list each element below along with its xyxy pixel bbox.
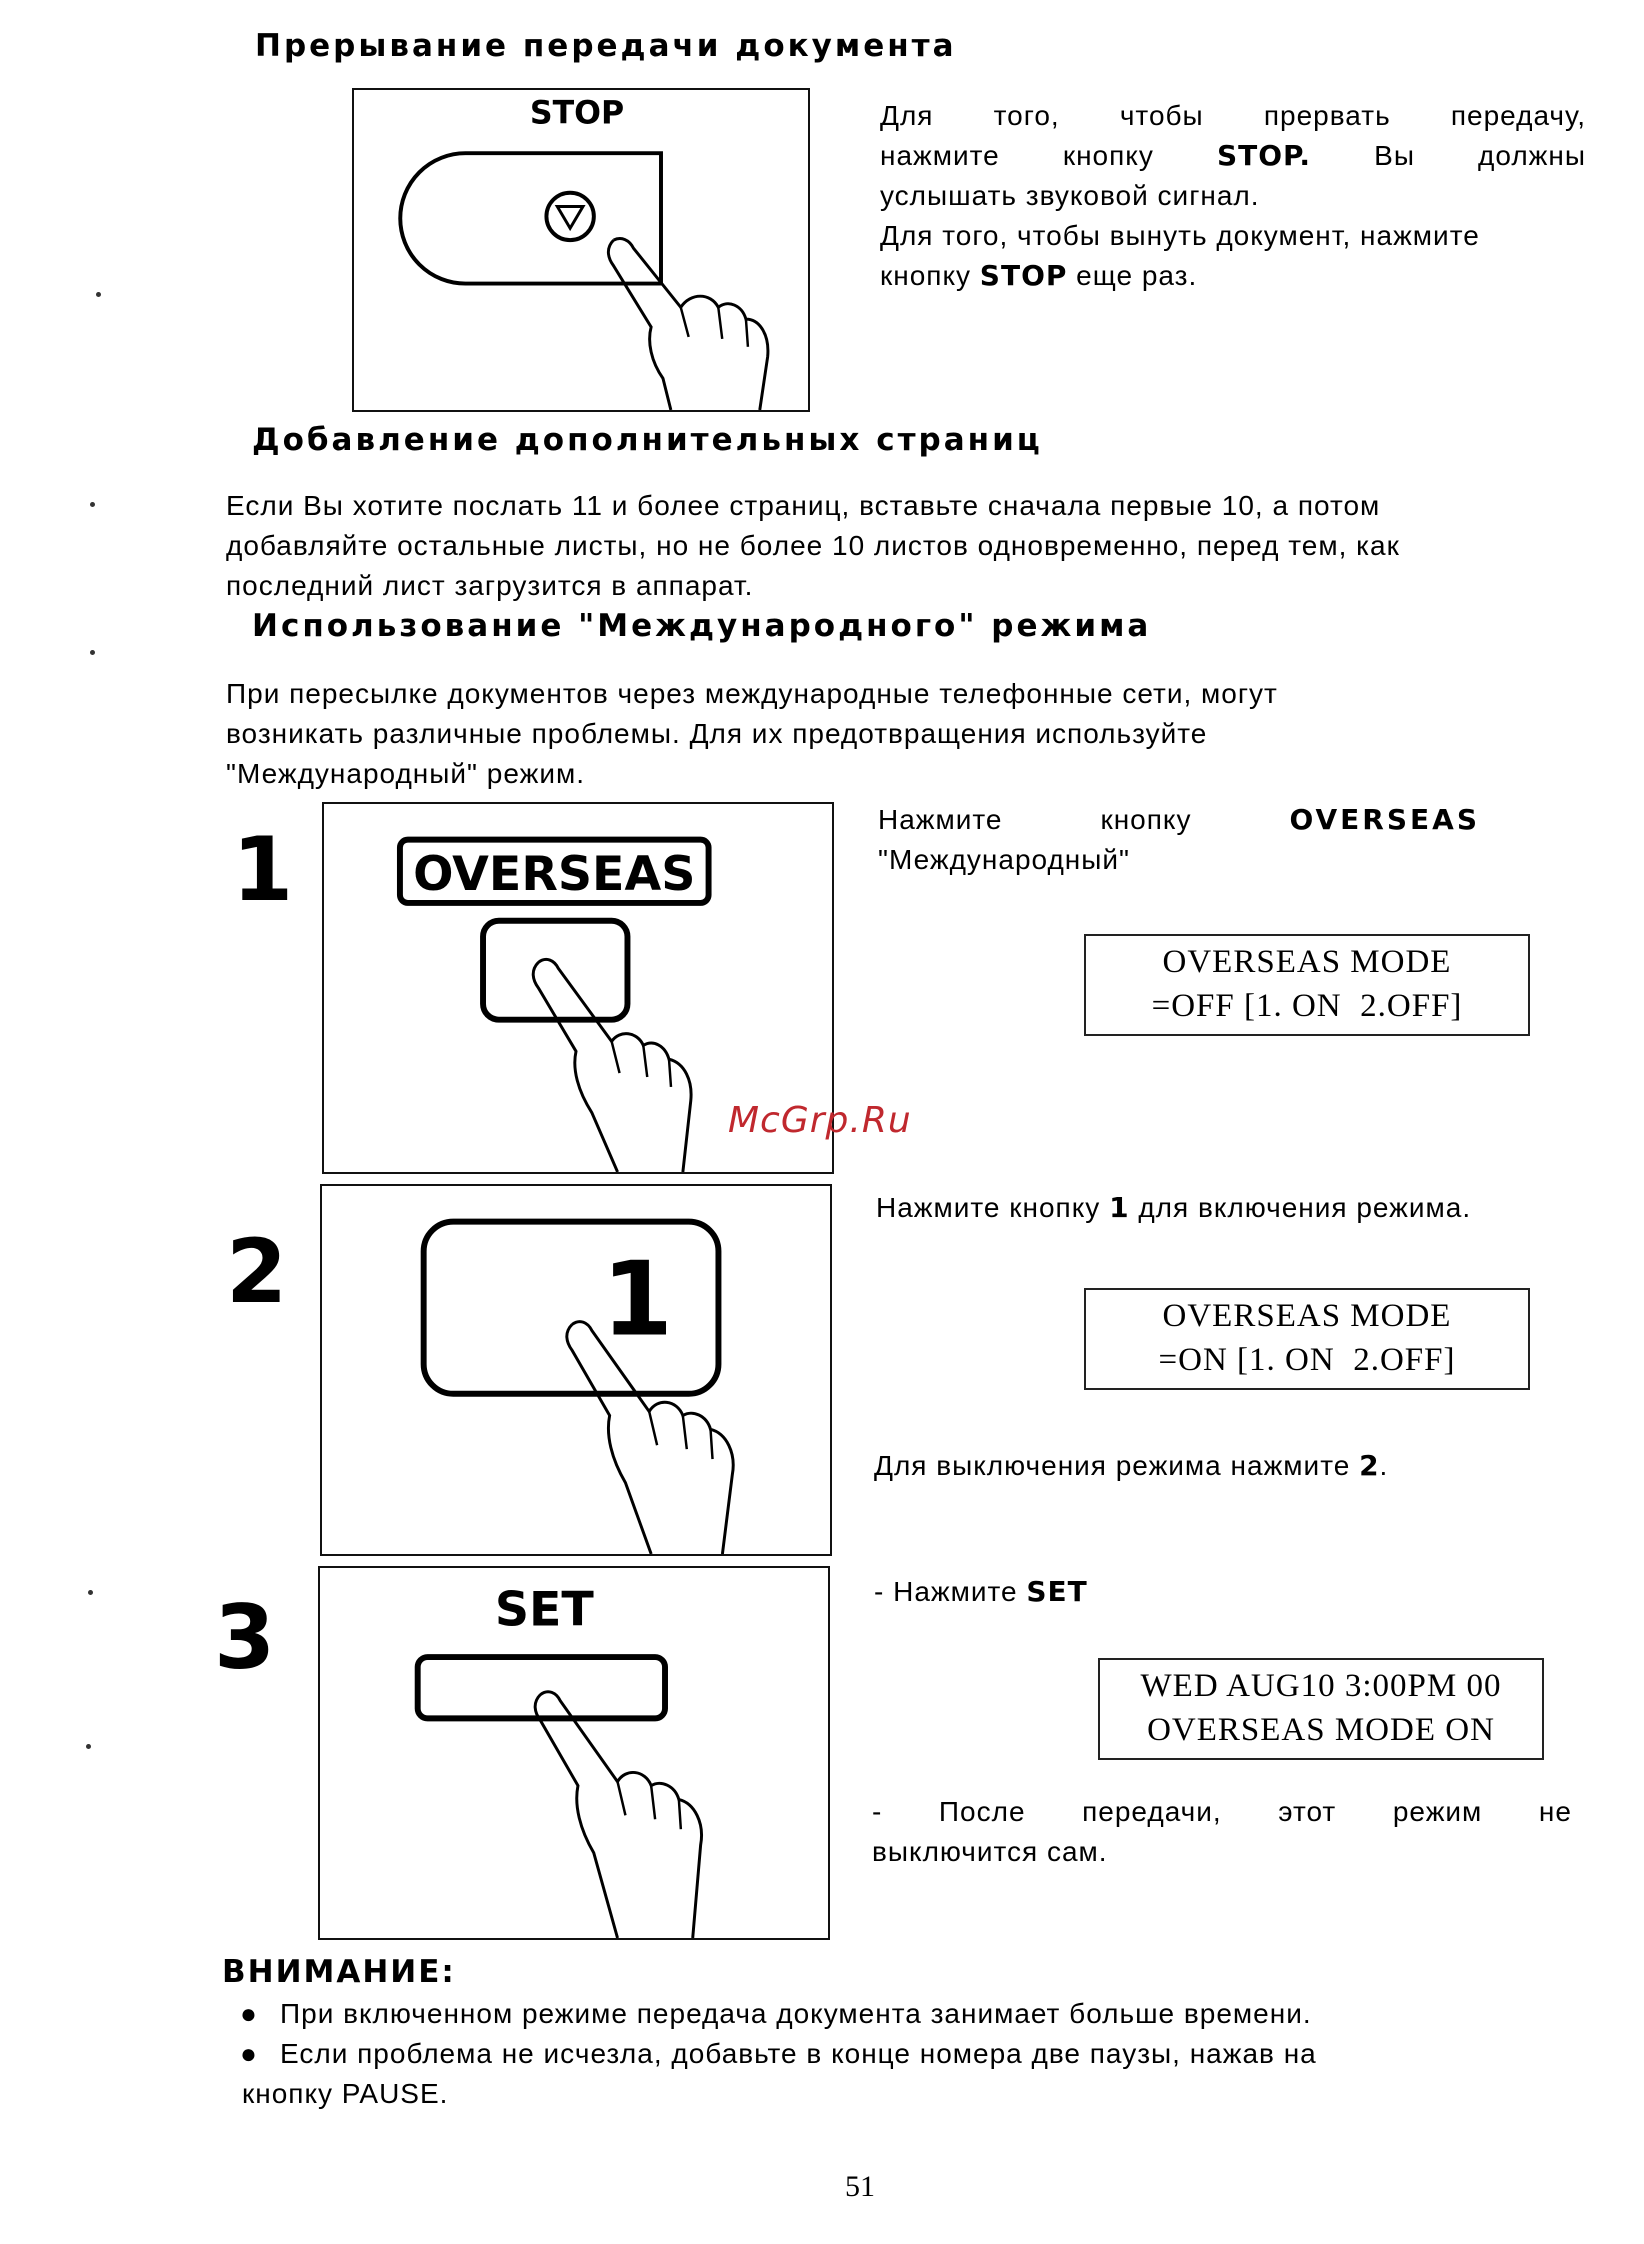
word: Для xyxy=(880,100,934,131)
paragraph-line: возникать различные проблемы. Для их предотвращения используйте xyxy=(226,718,1208,749)
stop-para-line4: Для того, чтобы вынуть документ, нажмите xyxy=(880,220,1480,251)
lcd-display-step1 xyxy=(1084,934,1530,1036)
stop-para-line2 xyxy=(880,136,1586,176)
step2-off-note xyxy=(874,1446,1388,1486)
text: Нажмите кнопку xyxy=(876,1192,1110,1223)
word: - xyxy=(872,1796,883,1827)
lcd-line: OVERSEAS MODE ON xyxy=(1147,1712,1495,1748)
set-button-hand-drawing xyxy=(320,1568,828,1938)
step-number-3: 3 xyxy=(214,1586,276,1689)
attention-title: ВНИМАНИЕ: xyxy=(222,1954,456,1990)
lcd-line: =ON [1. ON 2.OFF] xyxy=(1158,1342,1456,1378)
stop-button-hand-drawing xyxy=(354,90,808,410)
bullet-icon: ● xyxy=(240,1998,258,2029)
stop-para-line1 xyxy=(880,96,1586,136)
page-number: 51 xyxy=(845,2170,875,2203)
stop-illus-label: STOP xyxy=(529,95,625,132)
key-one-illus-label: 1 xyxy=(601,1240,674,1360)
word: кнопку xyxy=(1100,804,1192,835)
lcd-display-step3 xyxy=(1098,1658,1544,1760)
stop-paragraph xyxy=(880,96,1586,296)
set-illus-label: SET xyxy=(494,1582,594,1638)
text: - Нажмите xyxy=(874,1576,1027,1607)
paragraph-line: Если Вы хотите послать 11 и более страниц, вставьте сначала первые 10, а потом xyxy=(226,490,1381,521)
heading-overseas-mode: Использование "Международного" режима xyxy=(252,608,1152,644)
watermark: McGrp.Ru xyxy=(728,1100,912,1141)
step3-instruction-line xyxy=(874,1572,1088,1612)
key-one-name: 1 xyxy=(1109,1191,1130,1224)
key-one-hand-drawing xyxy=(322,1186,830,1554)
step1-instruction-line1 xyxy=(878,800,1480,840)
scan-speck xyxy=(96,292,101,297)
extra-pages-paragraph xyxy=(226,486,1400,606)
step-number-1: 1 xyxy=(232,818,294,921)
bullet-text: При включенном режиме передача документа занимает больше времени. xyxy=(280,1998,1312,2029)
scan-speck xyxy=(88,1590,93,1595)
attention-bullet-1 xyxy=(240,1994,1600,2034)
set-illustration xyxy=(318,1566,830,1940)
scan-speck xyxy=(90,502,95,507)
overseas-intro-paragraph xyxy=(226,674,1278,794)
step1-instruction xyxy=(878,800,1480,880)
stop-key-name: STOP. xyxy=(1216,139,1312,172)
bullet-icon: ● xyxy=(240,2038,258,2069)
step1-instruction-line2: "Международный" xyxy=(878,844,1130,875)
paragraph-line: "Международный" режим. xyxy=(226,758,585,789)
attention-bullet-2 xyxy=(240,2034,1600,2074)
word: Вы xyxy=(1374,140,1415,171)
text: для включения режима. xyxy=(1129,1192,1472,1223)
set-key-name: SET xyxy=(1026,1575,1088,1608)
step3-note-line2: выключится сам. xyxy=(872,1836,1108,1867)
stop-symbol-icon xyxy=(546,193,593,240)
step3-instruction xyxy=(874,1572,1088,1612)
text: кнопку xyxy=(880,260,980,291)
scan-speck xyxy=(90,650,95,655)
scan-speck xyxy=(86,1744,91,1749)
text: еще раз. xyxy=(1067,260,1198,291)
lcd-line: OVERSEAS MODE xyxy=(1162,944,1452,980)
lcd-line: WED AUG10 3:00PM 00 xyxy=(1140,1668,1502,1704)
paragraph-line: При пересылке документов через международные телефонные сети, могут xyxy=(226,678,1278,709)
overseas-key-name: OVERSEAS xyxy=(1289,803,1480,836)
word: Нажмите xyxy=(878,804,1003,835)
word: передачу, xyxy=(1450,100,1586,131)
bullet-text-continued: кнопку PAUSE. xyxy=(242,2078,449,2109)
bullet-text: Если проблема не исчезла, добавьте в конце номера две паузы, нажав на xyxy=(280,2038,1317,2069)
paragraph-line: последний лист загрузится в аппарат. xyxy=(226,570,754,601)
word: должны xyxy=(1478,140,1586,171)
step2-off-note-line xyxy=(874,1446,1388,1486)
key-two-name: 2 xyxy=(1359,1449,1380,1482)
word: прервать xyxy=(1263,100,1391,131)
word: того, xyxy=(993,100,1060,131)
word: не xyxy=(1538,1796,1572,1827)
attention-list xyxy=(240,1994,1600,2114)
stop-para-line3: услышать звуковой сигнал. xyxy=(880,180,1260,211)
heading-extra-pages: Добавление дополнительных страниц xyxy=(252,422,1043,458)
stop-illustration xyxy=(352,88,810,412)
word: этот xyxy=(1278,1796,1337,1827)
lcd-line: =OFF [1. ON 2.OFF] xyxy=(1151,988,1463,1024)
step2-instruction-line xyxy=(876,1188,1471,1228)
step3-note-line1 xyxy=(872,1792,1572,1832)
step3-note xyxy=(872,1792,1572,1872)
lcd-line: OVERSEAS MODE xyxy=(1162,1298,1452,1334)
lcd-display-step2 xyxy=(1084,1288,1530,1390)
word: режим xyxy=(1392,1796,1483,1827)
word: нажмите xyxy=(880,140,1000,171)
word: чтобы xyxy=(1119,100,1204,131)
heading-stop: Прерывание передачи документа xyxy=(255,28,957,64)
paragraph-line: добавляйте остальные листы, но не более 10 листов одновременно, перед тем, как xyxy=(226,530,1400,561)
word: передачи, xyxy=(1082,1796,1222,1827)
text: . xyxy=(1379,1450,1389,1481)
overseas-illus-label: OVERSEAS xyxy=(413,847,696,903)
word: После xyxy=(938,1796,1026,1827)
stop-key-name: STOP xyxy=(979,259,1068,292)
step2-instruction xyxy=(876,1188,1471,1228)
text: Для выключения режима нажмите xyxy=(874,1450,1360,1481)
stop-para-line5 xyxy=(880,256,1586,296)
key-one-illustration xyxy=(320,1184,832,1556)
word: кнопку xyxy=(1062,140,1154,171)
step-number-2: 2 xyxy=(226,1220,288,1323)
